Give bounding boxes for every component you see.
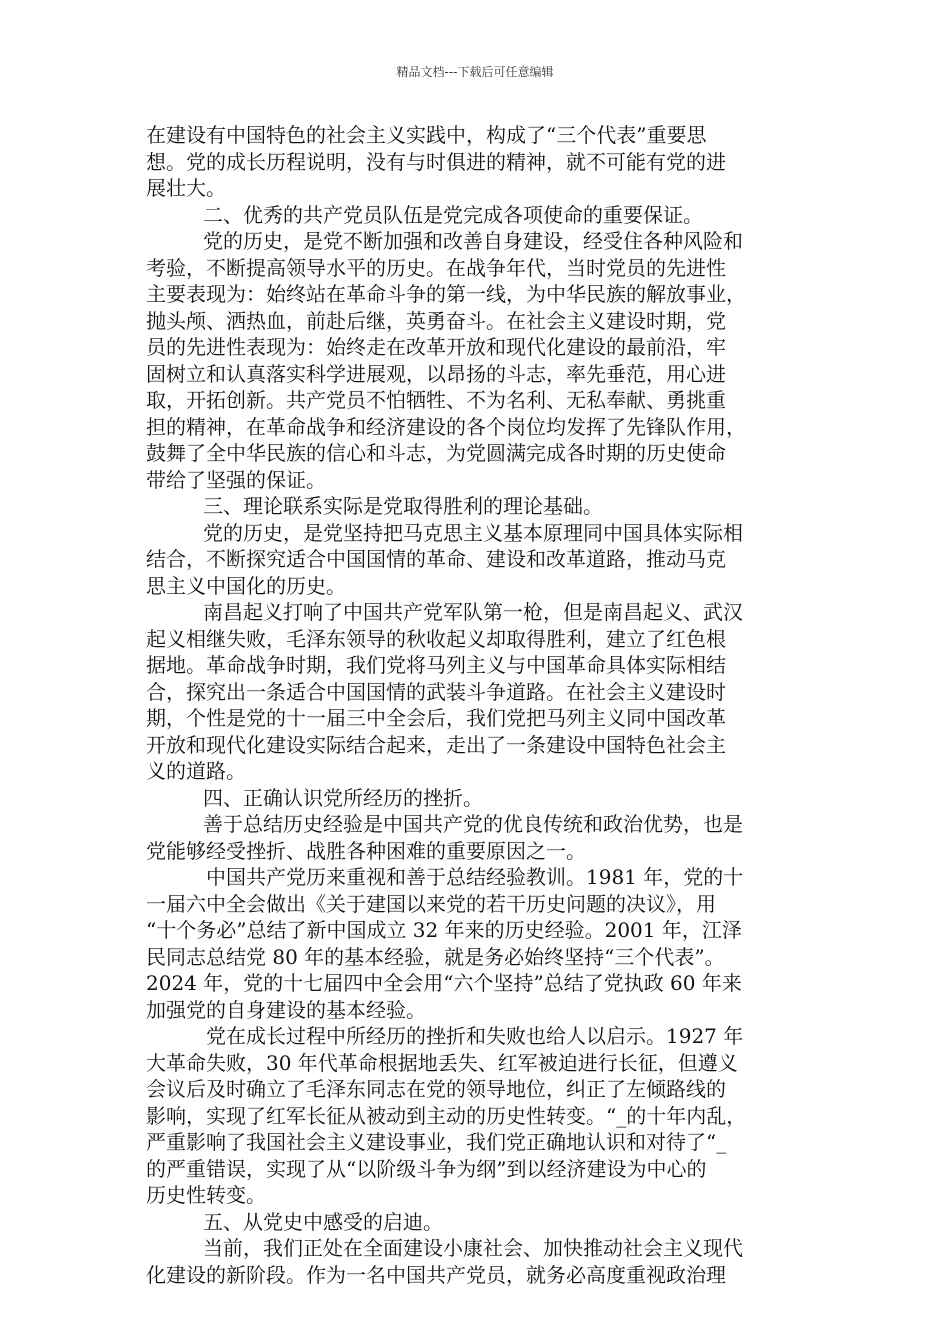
body-line: 会议后及时确立了毛泽东同志在党的领导地位，纠正了左倾路线的 [146, 1077, 726, 1101]
body-line: 在建设有中国特色的社会主义实践中，构成了“三个代表”重要思 [146, 123, 707, 147]
body-line: 开放和现代化建设实际结合起来，走出了一条建设中国特色社会主 [146, 732, 726, 757]
body-line: 民同志总结党 80 年的基本经验，就是务必始终坚持“三个代表”。 [146, 944, 725, 969]
body-line: 2024 年，党的十七届四中全会用“六个坚持”总结了党执政 60 年来 [146, 971, 742, 995]
body-line: 的严重错误，实现了从“以阶级斗争为纲”到以经济建设为中心的 [146, 1156, 707, 1181]
body-line: 员的先进性表现为：始终走在改革开放和现代化建设的最前沿，牢 [146, 335, 726, 359]
body-line: 党能够经受挫折、战胜各种困难的重要原因之一。 [146, 838, 586, 863]
body-line: 期，个性是党的十一届三中全会后，我们党把马列主义同中国改革 [146, 706, 726, 730]
body-line: 展壮大。 [146, 176, 226, 200]
body-line: 主要表现为：始终站在革命斗争的第一线，为中华民族的解放事业， [146, 282, 746, 306]
body-line: 善于总结历史经验是中国共产党的优良传统和政治优势，也是 [203, 812, 743, 836]
body-line: 据地。革命战争时期，我们党将马列主义与中国革命具体实际相结 [146, 653, 726, 677]
body-line: 加强党的自身建设的基本经验。 [146, 997, 426, 1022]
body-line: 影响，实现了红军长征从被动到主动的历史性转变。“_的十年内乱， [146, 1103, 747, 1128]
body-line: 取，开拓创新。共产党员不怕牺牲、不为名利、无私奉献、勇挑重 [146, 388, 726, 412]
body-line: “十个务必”总结了新中国成立 32 年来的历史经验。2001 年，江泽 [146, 918, 742, 942]
body-line: 严重影响了我国社会主义建设事业，我们党正确地认识和对待了“_ [146, 1130, 727, 1154]
section-heading-2: 二、优秀的共产党员队伍是党完成各项使命的重要保证。 [203, 202, 703, 227]
body-line: 化建设的新阶段。作为一名中国共产党员，就务必高度重视政治理 [146, 1262, 726, 1287]
body-line: 鼓舞了全中华民族的信心和斗志，为党圆满完成各时期的历史使命 [146, 441, 726, 465]
section-heading-3: 三、理论联系实际是党取得胜利的理论基础。 [203, 494, 603, 518]
section-heading-5: 五、从党史中感受的启迪。 [203, 1209, 443, 1234]
body-line: 党的历史，是党不断加强和改善自身建设，经受住各种风险和 [203, 229, 743, 253]
document-body [146, 122, 808, 1288]
body-line: 大革命失败，30 年代革命根据地丢失、红军被迫进行长征，但遵义 [146, 1050, 738, 1075]
body-line: 一届六中全会做出《关于建国以来党的若干历史问题的决议》，用 [146, 891, 716, 916]
body-line: 带给了坚强的保证。 [146, 467, 326, 492]
body-line: 当前，我们正处在全面建设小康社会、加快推动社会主义现代 [203, 1236, 743, 1260]
body-line: 南昌起义打响了中国共产党军队第一枪，但是南昌起义、武汉 [203, 600, 743, 624]
body-line: 结合，不断探究适合中国国情的革命、建设和改革道路，推动马克 [146, 547, 726, 571]
body-line: 起义相继失败，毛泽东领导的秋收起义却取得胜利，建立了红色根 [146, 626, 726, 651]
body-line: 固树立和认真落实科学进展观，以昂扬的斗志，率先垂范，用心进 [146, 361, 726, 386]
body-line: 党的历史，是党坚持把马克思主义基本原理同中国具体实际相 [203, 520, 743, 545]
body-line: 考验，不断提高领导水平的历史。在战争年代，当时党员的先进性 [146, 255, 726, 280]
body-line: 担的精神，在革命战争和经济建设的各个岗位均发挥了先锋队作用， [146, 414, 746, 439]
body-line: 抛头颅、洒热血，前赴后继，英勇奋斗。在社会主义建设时期，党 [146, 308, 726, 333]
body-line: 想。党的成长历程说明，没有与时俱进的精神，就不可能有党的进 [146, 149, 726, 174]
body-line: 中国共产党历来重视和善于总结经验教训。1981 年，党的十 [206, 865, 744, 889]
body-line: 义的道路。 [146, 759, 246, 783]
section-heading-4: 四、正确认识党所经历的挫折。 [203, 785, 483, 810]
page-header: 精品文档---下载后可任意编辑 [396, 65, 554, 79]
body-line: 党在成长过程中所经历的挫折和失败也给人以启示。1927 年 [206, 1024, 744, 1048]
body-line: 合，探究出一条适合中国国情的武装斗争道路。在社会主义建设时 [146, 679, 726, 704]
body-line: 思主义中国化的历史。 [146, 573, 346, 598]
body-line: 历史性转变。 [146, 1183, 266, 1207]
